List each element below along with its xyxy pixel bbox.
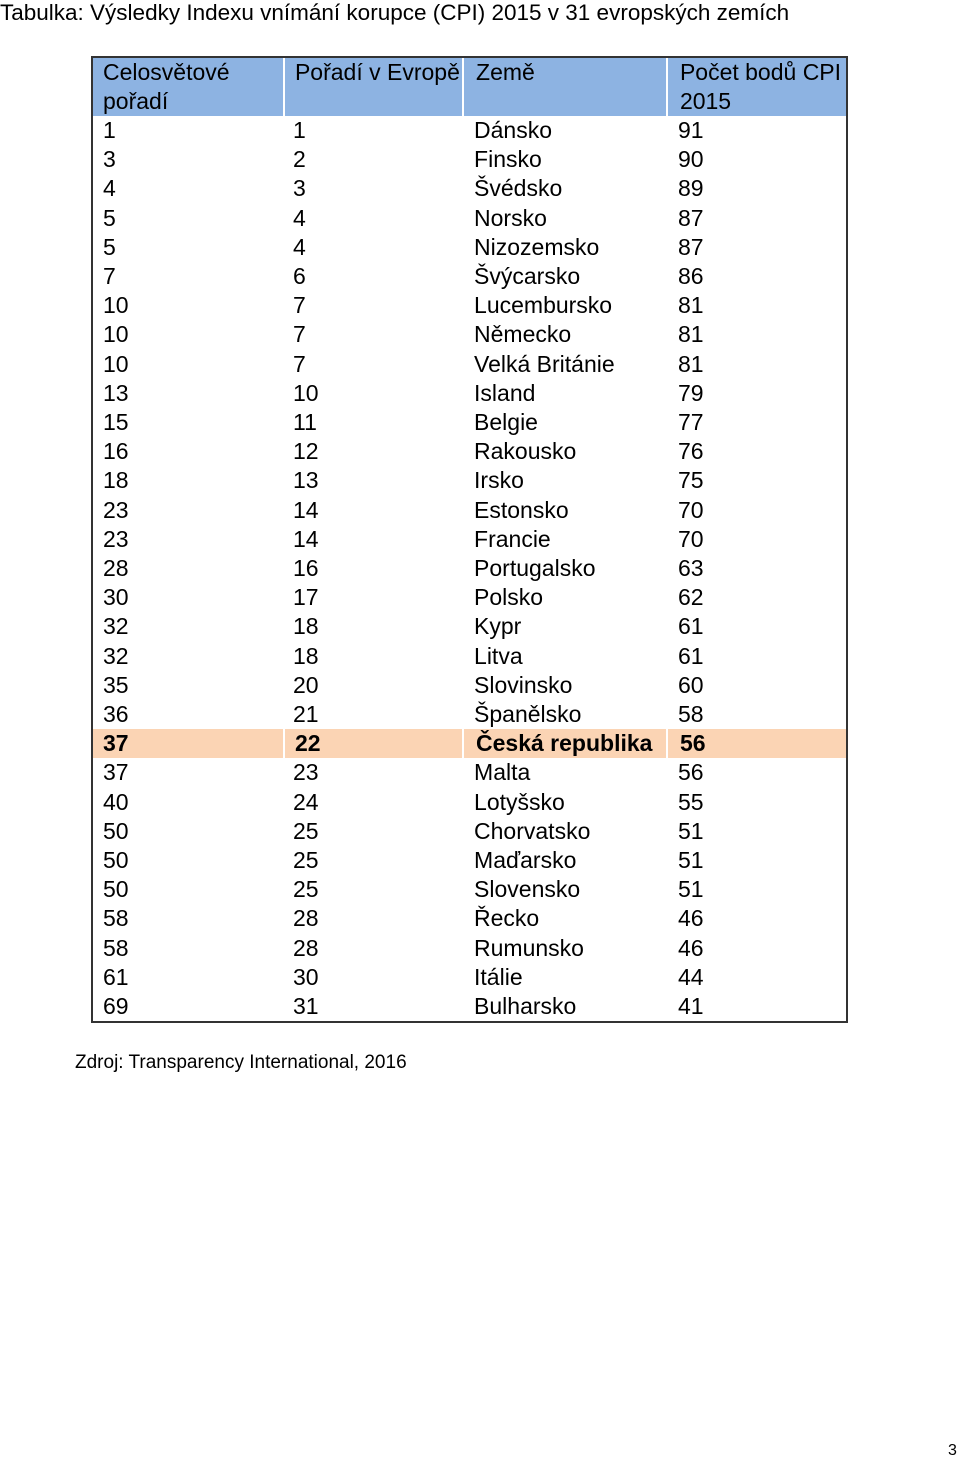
cell-europe-rank: 1 <box>292 117 306 143</box>
cell-world-rank: 7 <box>103 263 116 290</box>
table-row <box>93 934 846 963</box>
cell-europe-rank: 7 <box>292 321 306 348</box>
cell-europe-rank: 24 <box>292 788 319 815</box>
table-row <box>93 904 846 933</box>
cell-europe-rank: 6 <box>292 263 306 290</box>
cell-country: Rakousko <box>474 438 577 465</box>
cell-cpi-score: 51 <box>677 876 704 903</box>
cell-europe-rank: 4 <box>292 204 306 231</box>
table-row <box>93 642 846 671</box>
cell-country: Slovensko <box>474 876 581 903</box>
cell-europe-rank: 3 <box>292 175 306 202</box>
cell-country: Německo <box>474 321 572 348</box>
cell-world-rank: 35 <box>103 671 129 698</box>
cell-europe-rank: 2 <box>292 146 306 173</box>
cell-country: Velká Británie <box>474 350 615 377</box>
cell-cpi-score: 58 <box>677 701 704 728</box>
table-row <box>93 729 846 758</box>
cell-world-rank: 3 <box>103 146 116 173</box>
cell-cpi-score: 63 <box>677 555 704 582</box>
cell-cpi-score: 75 <box>677 467 704 494</box>
source-note: Zdroj: Transparency International, 2016 <box>75 1052 407 1073</box>
cell-world-rank: 36 <box>103 701 129 728</box>
cell-world-rank: 10 <box>103 292 129 319</box>
cell-europe-rank: 12 <box>292 438 319 465</box>
cell-country: Slovinsko <box>474 671 573 698</box>
cell-world-rank: 10 <box>103 350 129 377</box>
cell-country: Itálie <box>474 963 523 990</box>
cell-world-rank: 16 <box>103 438 129 465</box>
cell-europe-rank: 28 <box>292 905 319 932</box>
cell-europe-rank: 20 <box>292 671 319 698</box>
table-row <box>93 116 846 145</box>
cell-world-rank: 28 <box>103 555 129 582</box>
cell-europe-rank: 16 <box>292 555 319 582</box>
table-header-row <box>93 58 846 116</box>
cell-cpi-score: 46 <box>677 905 704 932</box>
cell-country: Španělsko <box>474 701 582 728</box>
cell-world-rank: 58 <box>103 934 129 961</box>
table-row <box>93 875 846 904</box>
table-row <box>93 291 846 320</box>
cell-country: Chorvatsko <box>474 817 591 844</box>
page-number: 3 <box>948 1442 957 1459</box>
table-row <box>93 204 846 233</box>
cell-cpi-score: 90 <box>677 146 704 173</box>
cell-country: Irsko <box>474 467 524 494</box>
cell-cpi-score: 56 <box>677 759 704 786</box>
cell-cpi-score: 70 <box>677 496 704 523</box>
cell-europe-rank: 17 <box>292 584 319 611</box>
table-row <box>93 758 846 787</box>
cell-country: Švýcarsko <box>474 263 581 290</box>
cell-world-rank: 58 <box>103 905 129 932</box>
cell-country: Maďarsko <box>474 847 577 874</box>
cell-world-rank: 23 <box>103 525 129 552</box>
cell-europe-rank: 11 <box>292 409 317 436</box>
cell-country: Lotyšsko <box>474 788 565 815</box>
cell-country: Island <box>474 379 536 406</box>
header-cpi-score: Počet bodů CPI 2015 <box>666 58 846 116</box>
cell-europe-rank: 18 <box>292 613 319 640</box>
table-row <box>93 350 846 379</box>
cell-world-rank: 4 <box>103 175 116 202</box>
table-row <box>93 963 846 992</box>
table-row <box>93 817 846 846</box>
cell-world-rank: 30 <box>103 584 129 611</box>
cell-world-rank: 37 <box>103 759 129 786</box>
cell-europe-rank: 31 <box>292 993 319 1020</box>
table-row <box>93 583 846 612</box>
cell-cpi-score: 51 <box>677 817 704 844</box>
cell-cpi-score: 87 <box>677 204 704 231</box>
cell-cpi-score: 61 <box>677 613 704 640</box>
cell-world-rank: 13 <box>103 379 129 406</box>
cell-country: Polsko <box>474 584 544 611</box>
cell-country: Lucembursko <box>474 292 613 319</box>
cell-country: Litva <box>474 642 523 669</box>
table-row <box>93 992 846 1021</box>
cell-europe-rank: 4 <box>292 233 306 260</box>
cell-cpi-score: 77 <box>677 409 704 436</box>
cell-cpi-score: 91 <box>677 117 704 143</box>
cell-country: Portugalsko <box>474 555 596 582</box>
table-row <box>93 379 846 408</box>
header-country: Země <box>462 58 666 116</box>
cell-cpi-score: 86 <box>677 263 704 290</box>
cell-country: Malta <box>474 759 531 786</box>
cell-cpi-score: 56 <box>666 729 846 758</box>
cell-cpi-score: 61 <box>677 642 704 669</box>
cell-europe-rank: 21 <box>292 701 319 728</box>
cell-cpi-score: 89 <box>677 175 704 202</box>
cpi-table <box>91 56 848 1023</box>
cell-cpi-score: 87 <box>677 233 704 260</box>
cell-country: Česká republika <box>462 729 666 758</box>
cell-world-rank: 69 <box>103 993 129 1020</box>
table-row <box>93 788 846 817</box>
cell-cpi-score: 41 <box>677 993 704 1020</box>
cell-world-rank: 50 <box>103 876 129 903</box>
cell-country: Norsko <box>474 204 547 231</box>
cell-cpi-score: 81 <box>677 321 704 348</box>
cell-world-rank: 15 <box>103 409 129 436</box>
cell-world-rank: 23 <box>103 496 129 523</box>
table-row <box>93 496 846 525</box>
cell-world-rank: 50 <box>103 847 129 874</box>
header-europe-rank: Pořadí v Evropě <box>283 58 462 116</box>
cell-europe-rank: 14 <box>292 525 319 552</box>
cell-cpi-score: 55 <box>677 788 704 815</box>
table-row <box>93 408 846 437</box>
table-row <box>93 846 846 875</box>
cell-cpi-score: 60 <box>677 671 704 698</box>
cell-country: Dánsko <box>474 117 553 143</box>
cell-country: Nizozemsko <box>474 233 600 260</box>
cell-europe-rank: 22 <box>283 729 462 758</box>
table-row <box>93 554 846 583</box>
cell-world-rank: 5 <box>103 204 116 231</box>
cell-world-rank: 32 <box>103 642 129 669</box>
table-row <box>93 320 846 349</box>
cell-country: Belgie <box>474 409 538 436</box>
table-row <box>93 174 846 203</box>
cell-country: Estonsko <box>474 496 569 523</box>
table-row <box>93 612 846 641</box>
cell-world-rank: 32 <box>103 613 129 640</box>
cell-europe-rank: 25 <box>292 876 319 903</box>
cell-cpi-score: 76 <box>677 438 704 465</box>
cell-country: Řecko <box>474 905 540 932</box>
cell-country: Švédsko <box>474 175 563 202</box>
table-row <box>93 466 846 495</box>
cell-cpi-score: 62 <box>677 584 704 611</box>
cell-europe-rank: 28 <box>292 934 319 961</box>
table-row <box>93 437 846 466</box>
cell-europe-rank: 14 <box>292 496 319 523</box>
cell-cpi-score: 79 <box>677 379 704 406</box>
cell-world-rank: 61 <box>103 963 129 990</box>
table-row <box>93 671 846 700</box>
cell-country: Francie <box>474 525 551 552</box>
header-world-rank: Celosvětové pořadí <box>93 58 283 116</box>
cell-country: Bulharsko <box>474 993 577 1020</box>
cell-europe-rank: 10 <box>292 379 319 406</box>
page-title: Tabulka: Výsledky Indexu vnímání korupce (CPI) 2015 v 31 evropských zemích <box>0 0 790 25</box>
cell-cpi-score: 81 <box>677 350 704 377</box>
cell-cpi-score: 44 <box>677 963 704 990</box>
cell-cpi-score: 51 <box>677 847 704 874</box>
cell-country: Finsko <box>474 146 542 173</box>
cell-world-rank: 18 <box>103 467 129 494</box>
table-body <box>93 116 846 1021</box>
cell-europe-rank: 30 <box>292 963 319 990</box>
cell-world-rank: 10 <box>103 321 129 348</box>
cell-europe-rank: 7 <box>292 350 306 377</box>
cell-europe-rank: 25 <box>292 847 319 874</box>
cell-world-rank: 50 <box>103 817 129 844</box>
cell-europe-rank: 7 <box>292 292 306 319</box>
cell-cpi-score: 46 <box>677 934 704 961</box>
cell-europe-rank: 23 <box>292 759 319 786</box>
table-row <box>93 700 846 729</box>
cell-world-rank: 37 <box>93 729 283 758</box>
cell-europe-rank: 13 <box>292 467 319 494</box>
table-row <box>93 233 846 262</box>
cell-country: Rumunsko <box>474 934 584 961</box>
cell-cpi-score: 70 <box>677 525 704 552</box>
cell-world-rank: 5 <box>103 233 116 260</box>
table-row <box>93 145 846 174</box>
cell-country: Kypr <box>474 613 522 640</box>
cell-europe-rank: 18 <box>292 642 319 669</box>
cell-europe-rank: 25 <box>292 817 319 844</box>
table-row <box>93 525 846 554</box>
table-row <box>93 262 846 291</box>
cell-world-rank: 40 <box>103 788 129 815</box>
cell-world-rank: 1 <box>103 117 116 143</box>
cell-cpi-score: 81 <box>677 292 704 319</box>
